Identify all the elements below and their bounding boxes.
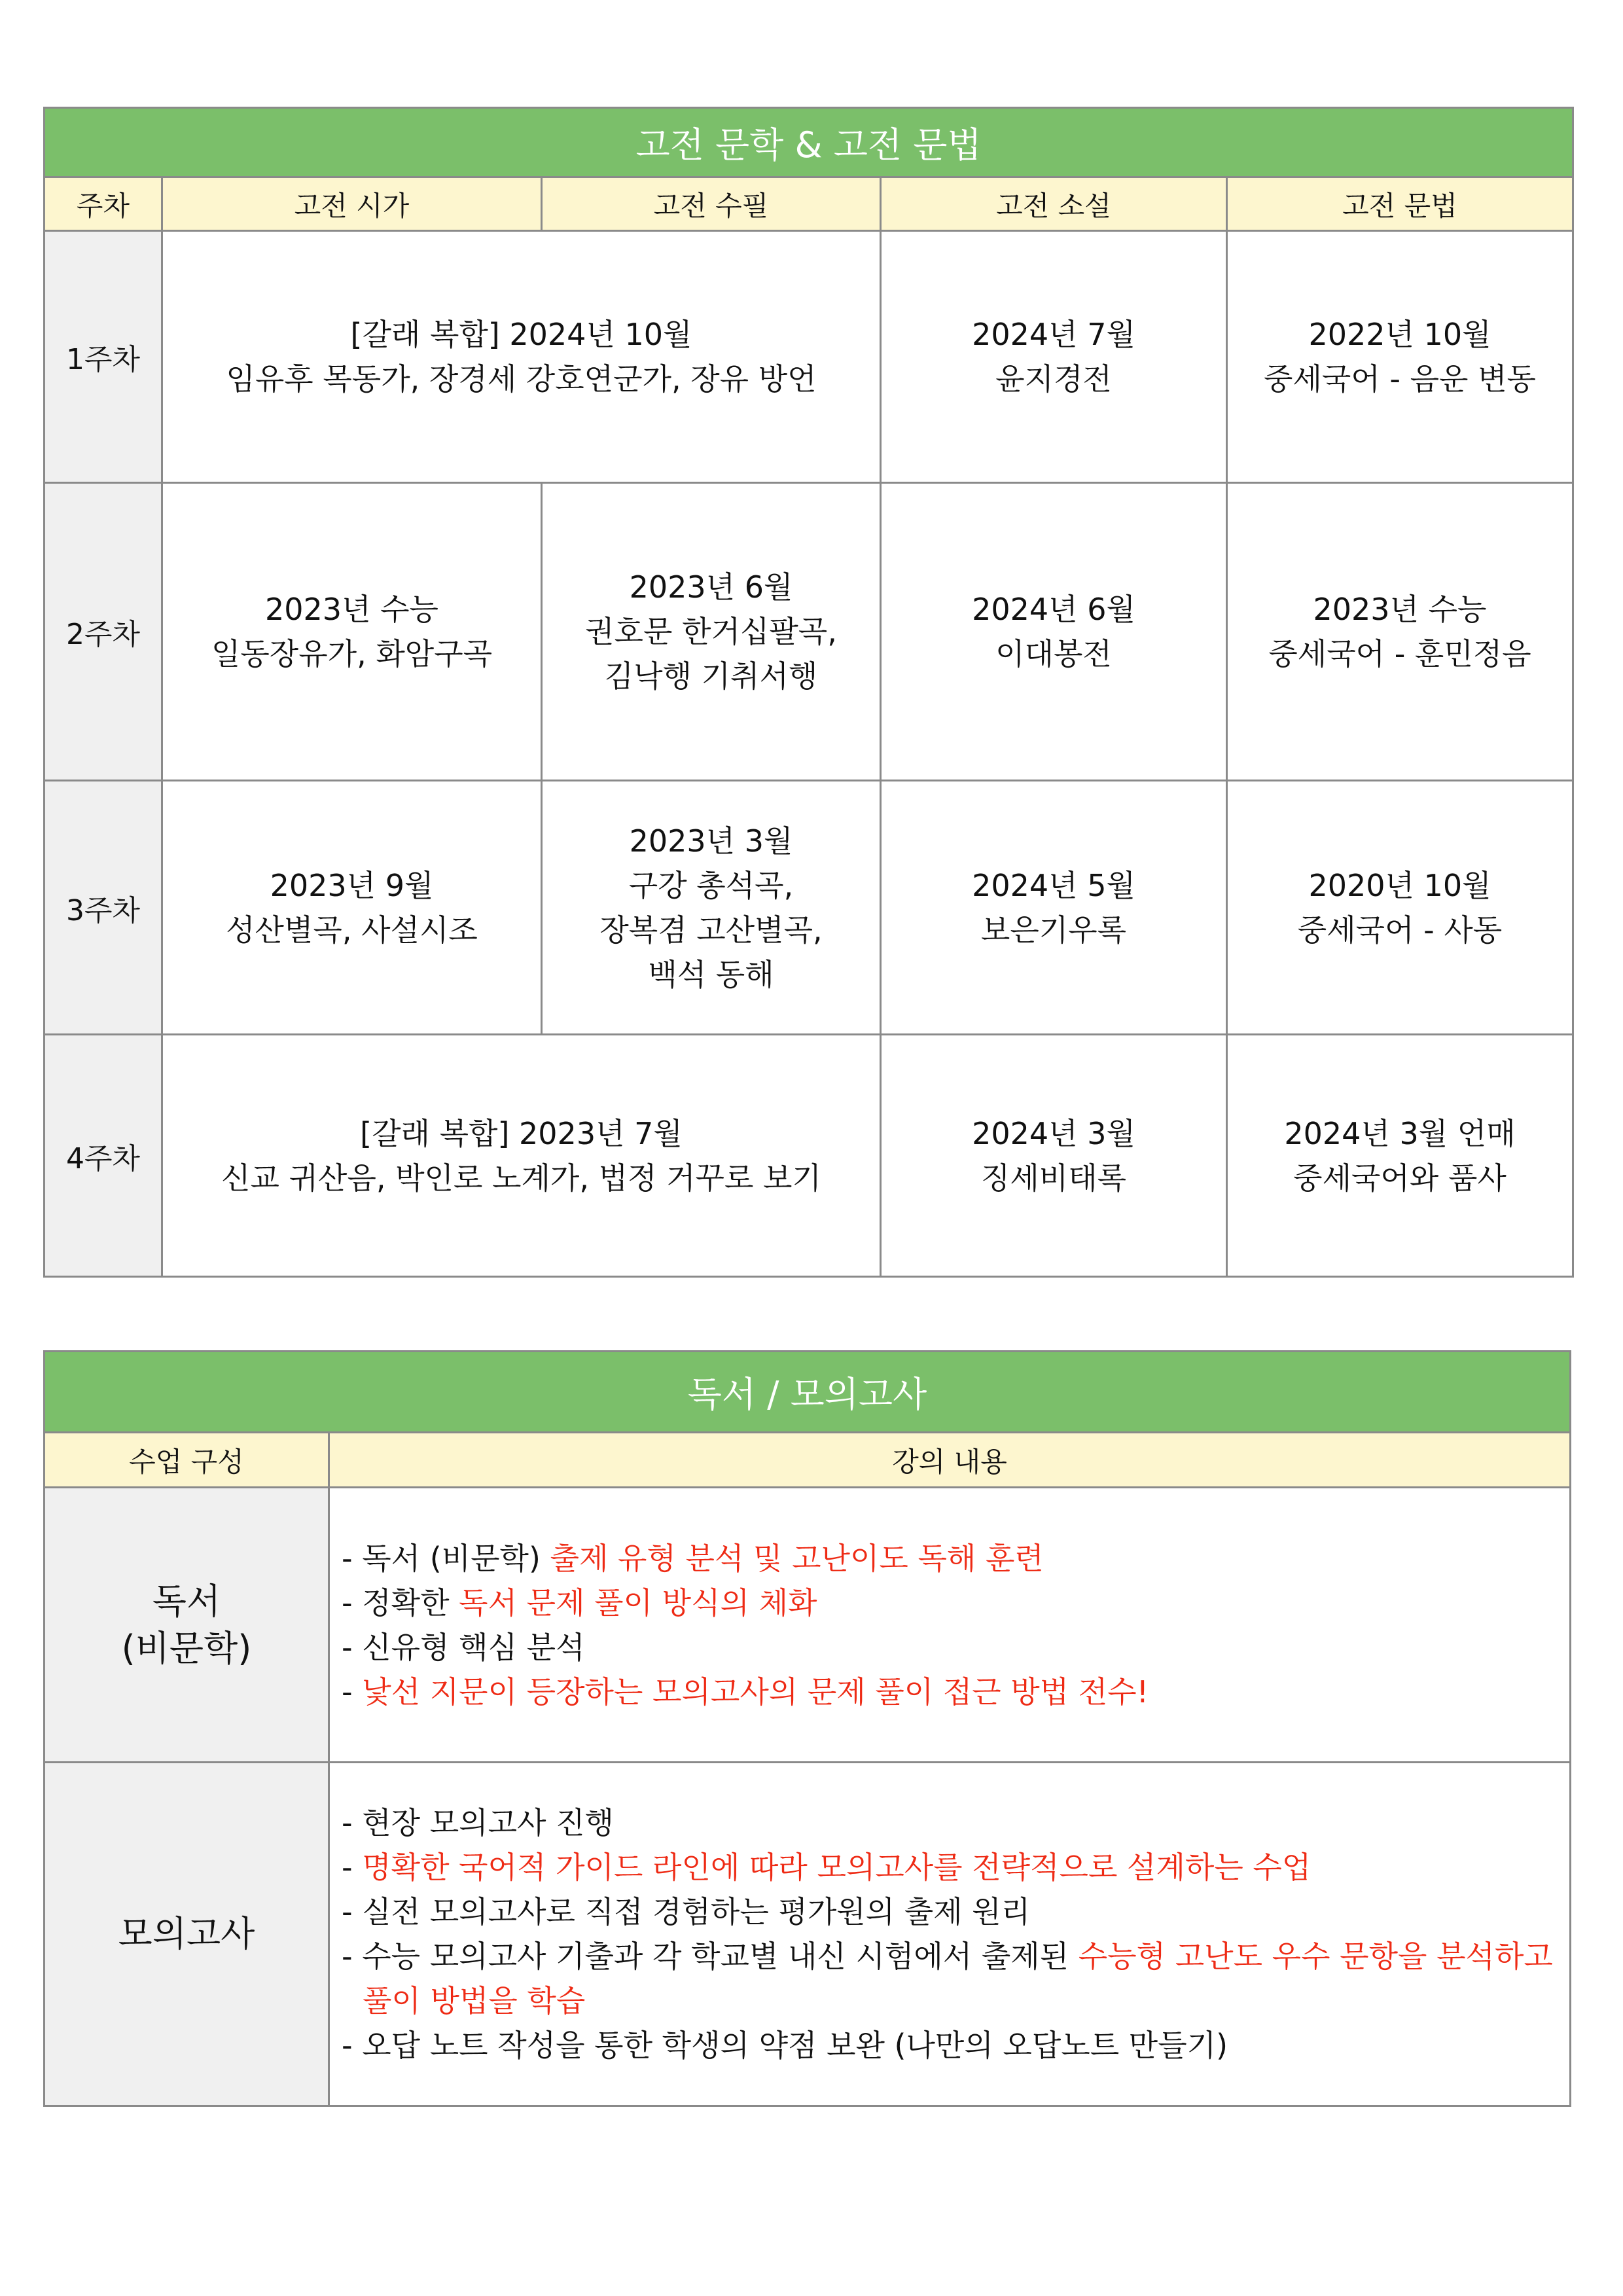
cell-line: 중세국어와 품사 (1293, 1160, 1507, 1196)
table-row (45, 781, 1573, 1035)
header-composition: 수업 구성 (45, 1433, 329, 1488)
content-line (342, 1581, 1569, 1625)
cell-line: 윤지경전 (995, 361, 1112, 397)
table-row (45, 1035, 1573, 1277)
reading-content (329, 1488, 1571, 1763)
cell-line: 중세국어 - 음운 변동 (1264, 361, 1536, 397)
novel-cell (881, 781, 1227, 1035)
cell-line: 2024년 6월 (972, 592, 1135, 627)
cell-line: 2023년 3월 (629, 823, 793, 859)
reading-category (45, 1488, 329, 1763)
content-line (342, 1670, 1569, 1714)
essay-cell (542, 483, 881, 781)
cell-line: 2024년 3월 (972, 1115, 1135, 1151)
header-week: 주차 (45, 177, 162, 231)
cell-line: 장복겸 고산별곡, (599, 912, 823, 948)
cell-line: 김낙행 기취서행 (604, 658, 818, 694)
cell-line: 2020년 10월 (1308, 867, 1491, 903)
content-text: - 수능 모의고사 기출과 각 학교별 내신 시험에서 출제된 (342, 1939, 1079, 1974)
mock-exam-category: 모의고사 (45, 1763, 329, 2106)
cell-line: 신교 귀산음, 박인로 노계가, 법정 거꾸로 보기 (221, 1160, 821, 1196)
cell-line: 백석 동해 (648, 956, 774, 992)
grammar-cell (1227, 483, 1573, 781)
novel-cell (881, 483, 1227, 781)
content-highlight: 명확한 국어적 가이드 라인에 따라 모의고사를 전략적으로 설계하는 수업 (362, 1850, 1311, 1885)
cell-line: 2023년 9월 (270, 867, 434, 903)
week-label: 4주차 (45, 1035, 162, 1277)
category-line: (비문학) (121, 1627, 252, 1669)
cell-line: 2023년 수능 (265, 592, 438, 627)
content-line (342, 1979, 1569, 2023)
week-label: 2주차 (45, 483, 162, 781)
table-row (45, 231, 1573, 483)
content-text: - 오답 노트 작성을 통한 학생의 약점 보완 (나만의 오답노트 만들기) (342, 2028, 1228, 2063)
cell-line: 성산별곡, 사설시조 (226, 912, 478, 948)
content-line (342, 2023, 1569, 2068)
cell-line: 2024년 7월 (972, 317, 1135, 352)
content-line (342, 1536, 1569, 1581)
week-label: 3주차 (45, 781, 162, 1035)
cell-line: 이대봉전 (995, 636, 1112, 672)
grammar-cell (1227, 1035, 1573, 1277)
content-text: - 현장 모의고사 진행 (342, 1805, 614, 1840)
cell-line: 일동장유가, 화암구곡 (211, 636, 493, 672)
content-text: - (342, 1850, 363, 1885)
content-highlight: 낯선 지문이 등장하는 모의고사의 문제 풀이 접근 방법 전수! (362, 1674, 1149, 1710)
content-line (342, 1625, 1569, 1670)
grammar-cell (1227, 231, 1573, 483)
content-text: - (342, 1674, 363, 1710)
cell-line: 보은기우록 (980, 912, 1127, 948)
cell-line: 중세국어 - 훈민정음 (1268, 636, 1531, 672)
cell-line: 2024년 3월 언매 (1284, 1115, 1516, 1151)
cell-line: [갈래 복합] 2023년 7월 (360, 1115, 683, 1151)
content-line (342, 1934, 1569, 1979)
cell-line: 징세비태록 (980, 1160, 1127, 1196)
content-line (342, 1845, 1569, 1890)
essay-cell (542, 781, 881, 1035)
content-text: - 독서 (비문학) (342, 1540, 550, 1576)
cell-line: 임유후 목동가, 장경세 강호연군가, 장유 방언 (226, 361, 817, 397)
table-row (45, 1488, 1571, 1763)
merged-poetry-essay-cell (162, 231, 881, 483)
cell-line: 중세국어 - 사동 (1297, 912, 1503, 948)
content-text: - 신유형 핵심 분석 (342, 1629, 585, 1665)
cell-line: 2022년 10월 (1308, 317, 1491, 352)
content-highlight: 독서 문제 풀이 방식의 체화 (459, 1585, 817, 1621)
merged-poetry-essay-cell (162, 1035, 881, 1277)
mock-exam-content (329, 1763, 1571, 2106)
cell-line: 2024년 5월 (972, 867, 1135, 903)
grammar-cell (1227, 781, 1573, 1035)
content-highlight: 출제 유형 분석 및 고난이도 독해 훈련 (550, 1540, 1044, 1576)
header-grammar: 고전 문법 (1227, 177, 1573, 231)
novel-cell (881, 1035, 1227, 1277)
content-highlight: 풀이 방법을 학습 (363, 1983, 586, 2018)
table-row (45, 1763, 1571, 2106)
header-essay: 고전 수필 (542, 177, 881, 231)
poetry-cell (162, 781, 542, 1035)
cell-line: [갈래 복합] 2024년 10월 (350, 317, 692, 352)
content-text: - 정확한 (342, 1585, 459, 1621)
poetry-cell (162, 483, 542, 781)
header-content: 강의 내용 (329, 1433, 1571, 1488)
cell-line: 2023년 6월 (629, 569, 793, 605)
reading-mock-table (43, 1350, 1571, 2107)
week-label: 1주차 (45, 231, 162, 483)
table-row (45, 483, 1573, 781)
cell-line: 2023년 수능 (1313, 592, 1487, 627)
content-line (342, 1890, 1569, 1934)
cell-line: 권호문 한거십팔곡, (585, 614, 837, 649)
cell-line: 구강 총석곡, (628, 867, 794, 903)
header-poetry: 고전 시가 (162, 177, 542, 231)
content-highlight: 수능형 고난도 우수 문항을 분석하고 (1078, 1939, 1553, 1974)
content-line (342, 1801, 1569, 1845)
classics-table-title: 고전 문학 & 고전 문법 (45, 108, 1573, 177)
header-novel: 고전 소설 (881, 177, 1227, 231)
novel-cell (881, 231, 1227, 483)
classics-table (43, 107, 1574, 1278)
reading-mock-table-title: 독서 / 모의고사 (45, 1352, 1571, 1433)
content-text: - 실전 모의고사로 직접 경험하는 평가원의 출제 원리 (342, 1894, 1031, 1929)
category-line: 독서 (152, 1580, 221, 1622)
